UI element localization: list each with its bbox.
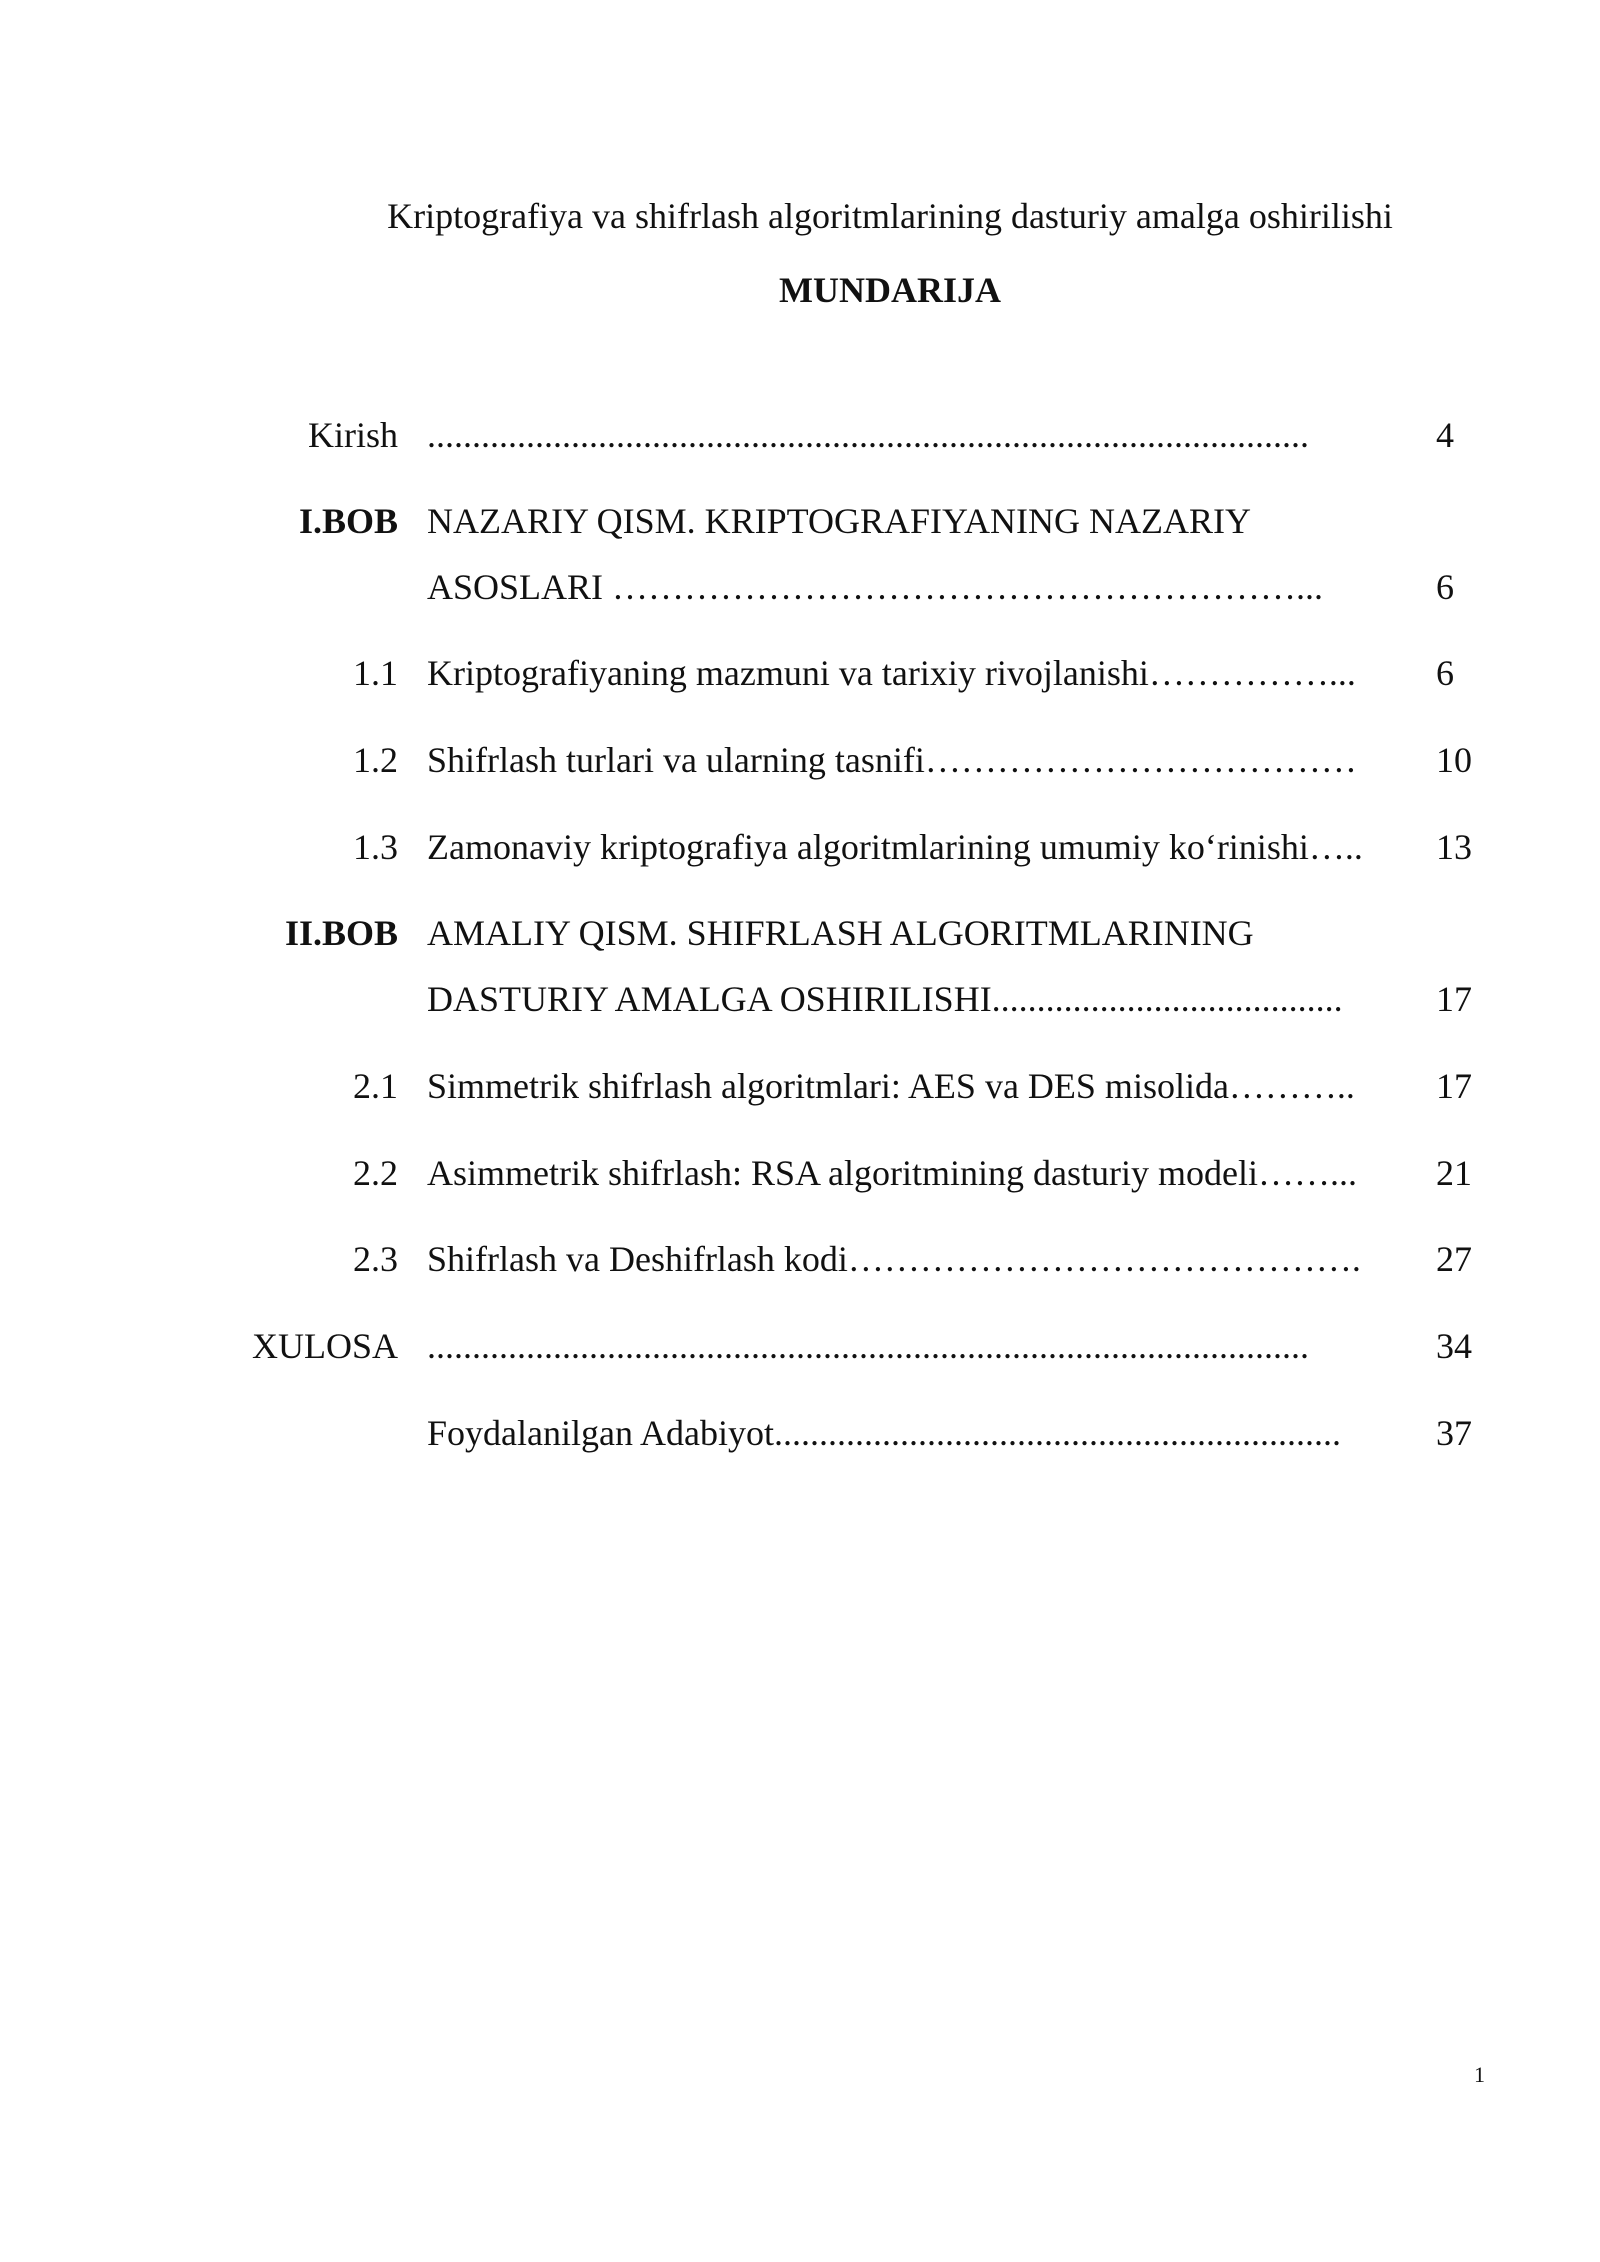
toc-entry-page: 34 bbox=[1436, 1326, 1472, 1366]
page-number: 1 bbox=[1474, 2062, 1485, 2087]
toc-entry-line: .................................................................................................. bbox=[427, 415, 1309, 455]
toc-entry-label: 1.3 bbox=[353, 827, 398, 867]
toc-entry-line: Shifrlash va Deshifrlash kodi……………………………………. bbox=[427, 1239, 1361, 1279]
toc-entry-page: 17 bbox=[1436, 979, 1472, 1019]
document-title: Kriptografiya va shifrlash algoritmlarining dasturiy amalga oshirilishi bbox=[387, 196, 1393, 236]
toc-entry-text bbox=[427, 402, 1417, 468]
toc-entry-line: Shifrlash turlari va ularning tasnifi……………………………… bbox=[427, 740, 1357, 780]
toc-entry-line: AMALIY QISM. SHIFRLASH ALGORITMLARINING bbox=[427, 913, 1254, 953]
toc-entry-page: 10 bbox=[1436, 740, 1472, 780]
toc-entry-line: Foydalanilgan Adabiyot............................................................... bbox=[427, 1413, 1341, 1453]
toc-entry-label: 2.2 bbox=[353, 1153, 398, 1193]
toc-entry-page: 13 bbox=[1436, 827, 1472, 867]
toc-entry-page: 6 bbox=[1436, 653, 1454, 693]
toc-entry-text bbox=[427, 640, 1417, 706]
toc-entry-line: Simmetrik shifrlash algoritmlari: AES va DES misolida……….. bbox=[427, 1066, 1355, 1106]
toc-entry-text bbox=[427, 1400, 1417, 1466]
toc-heading: MUNDARIJA bbox=[779, 270, 1001, 310]
toc-entry-line: Zamonaviy kriptografiya algoritmlarining umumiy ko‘rinishi….. bbox=[427, 827, 1363, 867]
toc-entry-page: 17 bbox=[1436, 1066, 1472, 1106]
toc-entry-text bbox=[427, 900, 1417, 1032]
toc-entry-line: DASTURIY AMALGA OSHIRILISHI....................................... bbox=[427, 979, 1343, 1019]
toc-entry-text bbox=[427, 488, 1417, 620]
toc-entry-page: 37 bbox=[1436, 1413, 1472, 1453]
toc-entry-line: Kriptografiyaning mazmuni va tarixiy rivojlanishi……………... bbox=[427, 653, 1356, 693]
toc-entry-line: Asimmetrik shifrlash: RSA algoritmining dasturiy modeli……... bbox=[427, 1153, 1357, 1193]
toc-entry-label: 2.3 bbox=[353, 1239, 398, 1279]
toc-entry-label: Kirish bbox=[308, 415, 398, 455]
toc-entry-text bbox=[427, 1313, 1417, 1379]
toc-entry-text bbox=[427, 1053, 1417, 1119]
toc-entry-text bbox=[427, 814, 1417, 880]
toc-entry-text bbox=[427, 1226, 1417, 1292]
toc-entry-line: .................................................................................................. bbox=[427, 1326, 1309, 1366]
toc-entry-label: 2.1 bbox=[353, 1066, 398, 1106]
toc-entry-text bbox=[427, 727, 1417, 793]
toc-entry-page: 4 bbox=[1436, 415, 1454, 455]
toc-entry-line: NAZARIY QISM. KRIPTOGRAFIYANING NAZARIY bbox=[427, 501, 1252, 541]
toc-entry-label: 1.1 bbox=[353, 653, 398, 693]
toc-entry-line: ASOSLARI …………………………………………………... bbox=[427, 567, 1324, 607]
toc-entry-label: II.BOB bbox=[284, 913, 398, 953]
toc-entry-label: I.BOB bbox=[298, 501, 398, 541]
toc-entry-label: XULOSA bbox=[251, 1326, 398, 1366]
toc-entry-text bbox=[427, 1140, 1417, 1206]
toc-entry-label: 1.2 bbox=[353, 740, 398, 780]
toc-entry-page: 27 bbox=[1436, 1239, 1472, 1279]
toc-entry-page: 21 bbox=[1436, 1153, 1472, 1193]
toc-entry-page: 6 bbox=[1436, 567, 1454, 607]
